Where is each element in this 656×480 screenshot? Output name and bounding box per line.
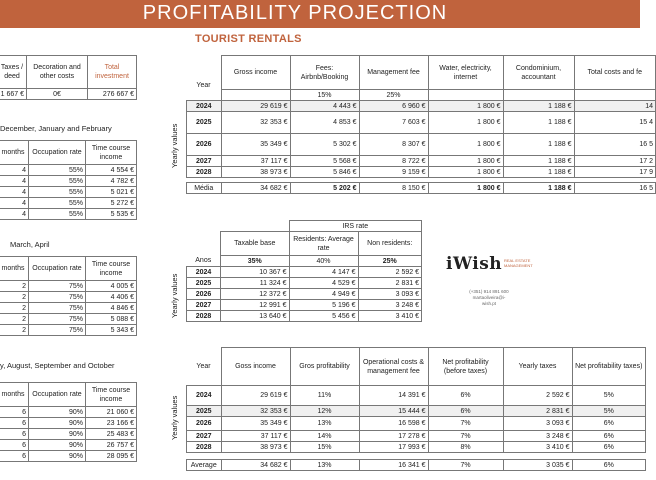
profit-header: Yearly taxes (503, 348, 572, 386)
table-row (187, 134, 656, 156)
cell: 3 410 € (503, 442, 572, 453)
investment-value: 1 667 € (0, 89, 27, 100)
cell: 32 353 € (221, 406, 290, 417)
season-header: months (0, 257, 29, 281)
cell: 7% (428, 431, 503, 442)
contact-info (469, 289, 509, 307)
cell: 5 021 € (86, 187, 137, 198)
cell: 2 592 € (358, 267, 422, 278)
cell: 8% (428, 442, 503, 453)
cell: 4 (0, 209, 29, 220)
season-header: Occupation rate (29, 383, 86, 407)
cell: 4 853 € (290, 112, 359, 134)
cell: 5 343 € (86, 325, 137, 336)
cell: 16 5 (574, 183, 656, 194)
cell: 2024 (187, 386, 222, 406)
cell: 2025 (187, 406, 222, 417)
table-row (187, 101, 656, 112)
cell: 6 960 € (359, 101, 428, 112)
cell: 55% (29, 187, 86, 198)
cell: 90% (29, 407, 86, 418)
table-row (187, 156, 656, 167)
cell: 11 324 € (221, 278, 290, 289)
cell: 15 4 (574, 112, 656, 134)
cell: 23 166 € (86, 418, 137, 429)
cell: 7 603 € (359, 112, 428, 134)
cell: 4 147 € (289, 267, 358, 278)
season-header: Time course income (86, 383, 137, 407)
cell: 2 831 € (503, 406, 572, 417)
cell: 75% (29, 325, 86, 336)
costs-header: Gross income (221, 56, 290, 90)
cell: 29 619 € (221, 386, 290, 406)
season-header: Occupation rate (29, 141, 86, 165)
profit-header: Net profitability (before taxes) (428, 348, 503, 386)
cell: 1 800 € (428, 101, 503, 112)
table-row (0, 440, 137, 451)
cell: 9 159 € (359, 167, 428, 178)
cell: 26 757 € (86, 440, 137, 451)
cell: 11% (290, 386, 359, 406)
table-row (0, 451, 137, 462)
cell: 6% (572, 442, 646, 453)
season-label: December, January and February (0, 124, 112, 133)
contact-email: martaoliveira@i-wish.pt (472, 295, 506, 306)
cell: 2 (0, 325, 29, 336)
cell: 2028 (187, 167, 222, 178)
cell: 1 188 € (503, 183, 574, 194)
cell: 2025 (187, 112, 222, 134)
cell: 6% (428, 386, 503, 406)
cell: 8 150 € (359, 183, 428, 194)
fee-rate: 25% (359, 90, 428, 101)
cell: 6% (572, 460, 646, 471)
cell: 4 (0, 176, 29, 187)
cell: 1 188 € (503, 134, 574, 156)
fee-rate: 15% (290, 90, 359, 101)
table-row (187, 289, 422, 300)
cell: 17 9 (574, 167, 656, 178)
irs-rate: 40% (289, 256, 358, 267)
cell: 16 341 € (359, 460, 428, 471)
cell: 2028 (187, 442, 222, 453)
contact-phone: (+351) 914 891 600 (469, 289, 509, 294)
costs-header: Year (196, 81, 211, 89)
irs-rate: 35% (221, 256, 290, 267)
irs-header: Anos (195, 257, 212, 265)
cell: 3 093 € (503, 417, 572, 431)
cell: 8 722 € (359, 156, 428, 167)
cell: 7% (428, 417, 503, 431)
profit-header: Year (196, 362, 211, 370)
cell: 6 (0, 440, 29, 451)
cell: 4 554 € (86, 165, 137, 176)
costs-header: Total costs and fe (574, 56, 656, 90)
cell: 16 598 € (359, 417, 428, 431)
table-row (187, 167, 656, 178)
cell: 6% (572, 417, 646, 431)
page-subtitle: TOURIST RENTALS (195, 33, 302, 45)
cell: 29 619 € (221, 101, 290, 112)
investment-value: 276 667 € (88, 89, 137, 100)
cell: 4 (0, 165, 29, 176)
profit-header: Operational costs & management fee (359, 348, 428, 386)
cell: 28 095 € (86, 451, 137, 462)
irs-table (186, 220, 422, 322)
cell: 35 349 € (221, 417, 290, 431)
cell: 2 831 € (358, 278, 422, 289)
season-header: Time course income (86, 257, 137, 281)
cell: 34 682 € (221, 183, 290, 194)
logo-tagline: REAL ESTATE MANAGEMENT (504, 258, 533, 268)
table-row (0, 198, 137, 209)
irs-header: Non residents: (358, 232, 422, 256)
cell: 12 372 € (221, 289, 290, 300)
season-header: months (0, 141, 29, 165)
iwish-logo: iWish (446, 254, 503, 274)
cell: 75% (29, 281, 86, 292)
irs-header: Taxable base (221, 232, 290, 256)
costs-header: Water, electricity, internet (428, 56, 503, 90)
cell: 38 973 € (221, 442, 290, 453)
profit-header: Goss income (221, 348, 290, 386)
cell: 1 800 € (428, 167, 503, 178)
cell: 55% (29, 198, 86, 209)
cell: 3 248 € (358, 300, 422, 311)
cell: 4 529 € (289, 278, 358, 289)
cell: 55% (29, 165, 86, 176)
cell: 2024 (187, 267, 221, 278)
table-row (0, 281, 137, 292)
cell: 1 188 € (503, 156, 574, 167)
cell: 13 640 € (221, 311, 290, 322)
cell: 2026 (187, 134, 222, 156)
cell: 75% (29, 292, 86, 303)
cell: 14% (290, 431, 359, 442)
costs-header: Condominium, accountant (503, 56, 574, 90)
cell: 35 349 € (221, 134, 290, 156)
cell: 4 406 € (86, 292, 137, 303)
cell: 2024 (187, 101, 222, 112)
costs-table (186, 55, 656, 194)
cell: 12 991 € (221, 300, 290, 311)
cell: 13% (290, 460, 359, 471)
cell: Média (187, 183, 222, 194)
cell: 2026 (187, 289, 221, 300)
cell: 16 5 (574, 134, 656, 156)
yearly-values-label: Yearly values (170, 395, 179, 440)
cell: 90% (29, 440, 86, 451)
cell: 1 800 € (428, 112, 503, 134)
cell: 17 993 € (359, 442, 428, 453)
cell: 4 949 € (289, 289, 358, 300)
cell: 5 202 € (290, 183, 359, 194)
investment-header: Total investment (88, 56, 137, 89)
cell: 14 391 € (359, 386, 428, 406)
cell: 14 (574, 101, 656, 112)
cell: 4 (0, 198, 29, 209)
table-row (187, 300, 422, 311)
cell: 2 592 € (503, 386, 572, 406)
season-label: March, April (10, 240, 50, 249)
cell: 90% (29, 451, 86, 462)
cell: 12% (290, 406, 359, 417)
cell: 4 782 € (86, 176, 137, 187)
table-row-average (187, 183, 656, 194)
cell: 2 (0, 281, 29, 292)
cell: 5 196 € (289, 300, 358, 311)
yearly-values-label: Yearly values (170, 123, 179, 168)
table-row (187, 311, 422, 322)
cell: 2 (0, 303, 29, 314)
cell: 6% (572, 431, 646, 442)
cell: 7% (428, 460, 503, 471)
irs-rate: 25% (358, 256, 422, 267)
cell: 3 093 € (358, 289, 422, 300)
cell: 5 568 € (290, 156, 359, 167)
table-row (0, 325, 137, 336)
season-table-1 (0, 140, 137, 220)
table-row (0, 209, 137, 220)
cell: 55% (29, 176, 86, 187)
cell: 2026 (187, 417, 222, 431)
profit-header: Net profitability taxes) (572, 348, 646, 386)
cell: 2 (0, 314, 29, 325)
investment-table (0, 55, 137, 100)
cell: 17 278 € (359, 431, 428, 442)
table-row (187, 442, 646, 453)
cell: 55% (29, 209, 86, 220)
irs-title: IRS rate (289, 221, 422, 232)
cell: 21 060 € (86, 407, 137, 418)
cell: 2027 (187, 300, 221, 311)
cell: 2027 (187, 431, 222, 442)
cell: 5% (572, 406, 646, 417)
cell: 8 307 € (359, 134, 428, 156)
cell: 90% (29, 429, 86, 440)
season-header: Occupation rate (29, 257, 86, 281)
cell: 15% (290, 442, 359, 453)
season-header: Time course income (86, 141, 137, 165)
table-row (0, 165, 137, 176)
table-row (0, 407, 137, 418)
cell: 5 088 € (86, 314, 137, 325)
cell: 5 846 € (290, 167, 359, 178)
cell: 2027 (187, 156, 222, 167)
season-label: y, August, September and October (0, 361, 115, 370)
cell: 6 (0, 418, 29, 429)
cell: 37 117 € (221, 156, 290, 167)
cell: 5 535 € (86, 209, 137, 220)
cell: 34 682 € (221, 460, 290, 471)
cell: 5 272 € (86, 198, 137, 209)
table-row (187, 417, 646, 431)
cell: 38 973 € (221, 167, 290, 178)
table-row (0, 176, 137, 187)
cell: 2 (0, 292, 29, 303)
page-title: PROFITABILITY PROJECTION (142, 2, 448, 24)
cell: 32 353 € (221, 112, 290, 134)
cell: 3 035 € (503, 460, 572, 471)
cell: 2025 (187, 278, 221, 289)
cell: 2028 (187, 311, 221, 322)
cell: 75% (29, 314, 86, 325)
cell: 5 302 € (290, 134, 359, 156)
cell: 1 800 € (428, 134, 503, 156)
cell: 25 483 € (86, 429, 137, 440)
table-row (0, 303, 137, 314)
cell: 1 188 € (503, 101, 574, 112)
season-header: months (0, 383, 29, 407)
cell: 17 2 (574, 156, 656, 167)
cell: 6 (0, 429, 29, 440)
cell: 4 846 € (86, 303, 137, 314)
table-row (0, 314, 137, 325)
cell: 75% (29, 303, 86, 314)
cell: 1 800 € (428, 156, 503, 167)
cell: 6% (428, 406, 503, 417)
cell: 6 (0, 407, 29, 418)
season-table-3 (0, 382, 137, 462)
profit-table (186, 347, 646, 471)
table-row (187, 431, 646, 442)
table-row (0, 187, 137, 198)
cell: 4 (0, 187, 29, 198)
irs-header: Residents: Average rate (289, 232, 358, 256)
cell: 3 248 € (503, 431, 572, 442)
cell: 13% (290, 417, 359, 431)
costs-header: Fees: Airbnb/Booking (290, 56, 359, 90)
cell: 4 443 € (290, 101, 359, 112)
table-row (0, 418, 137, 429)
cell: 4 005 € (86, 281, 137, 292)
table-row (187, 267, 422, 278)
profit-header: Gros profitability (290, 348, 359, 386)
cell: 10 367 € (221, 267, 290, 278)
cell: Average (187, 460, 222, 471)
table-row (187, 112, 656, 134)
costs-header: Management fee (359, 56, 428, 90)
table-row (187, 406, 646, 417)
yearly-values-label: Yearly values (170, 273, 179, 318)
investment-header: Decoration and other costs (27, 56, 88, 89)
table-row (187, 278, 422, 289)
season-table-2 (0, 256, 137, 336)
cell: 1 800 € (428, 183, 503, 194)
table-row (0, 429, 137, 440)
table-row (0, 292, 137, 303)
table-row-average (187, 460, 646, 471)
cell: 90% (29, 418, 86, 429)
cell: 1 188 € (503, 112, 574, 134)
cell: 5 456 € (289, 311, 358, 322)
cell: 3 410 € (358, 311, 422, 322)
cell: 37 117 € (221, 431, 290, 442)
cell: 15 444 € (359, 406, 428, 417)
investment-value: 0€ (27, 89, 88, 100)
cell: 1 188 € (503, 167, 574, 178)
cell: 5% (572, 386, 646, 406)
cell: 6 (0, 451, 29, 462)
table-row (187, 386, 646, 406)
investment-header: Taxes / deed (0, 56, 27, 89)
